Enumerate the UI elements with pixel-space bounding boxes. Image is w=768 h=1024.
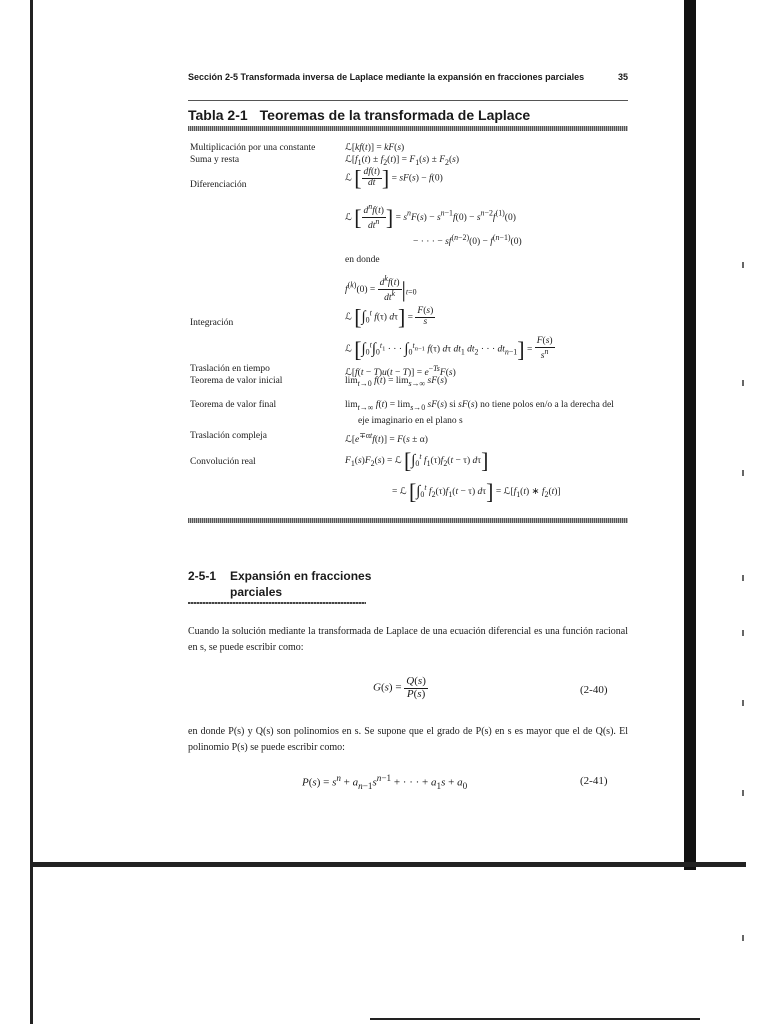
- scan-bottom-line: [370, 1018, 700, 1020]
- table-title: [188, 107, 530, 123]
- paragraph-2: en donde P(s) y Q(s) son polinomios en s. Se supone que el grado de P(s) en s es mayor que el de Q(s). El polinomio P(s) se puede escribir como:: [188, 726, 628, 753]
- formula-convolution-2: = ℒ [$\int_0^t$ $f_2(\tau)f_1(t - \tau) d\tau$] = $ℒ[f_1(t)$ ∗ $f_2(t)$]: [392, 479, 561, 505]
- row-label-multiplication: Multiplicación por una constante: [190, 143, 316, 153]
- scan-edge-left: [30, 0, 33, 1024]
- table-number: Tabla 2-1: [188, 107, 248, 123]
- en-donde-label: en donde: [345, 255, 380, 265]
- scan-page-bottom: [30, 862, 746, 867]
- section-rule: [188, 602, 366, 604]
- equation-2-40: G(s) = $\frac{Q(s)}{P(s)}$: [373, 675, 426, 700]
- scan-dot: [742, 575, 744, 581]
- row-label-final-value: Teorema de valor final: [190, 400, 277, 410]
- formula-derivative-n-cont: − · · · − $sf^{(n-2)}(0) - f^{(n-1)}(0)$: [413, 233, 522, 248]
- scan-dot: [742, 470, 744, 476]
- final-value-condition-1: no tiene polos en/o a la derecha del: [480, 400, 614, 410]
- row-label-convolution: Convolución real: [190, 457, 256, 467]
- equation-number-2-40: (2-40): [580, 684, 608, 696]
- formula-derivative-n: ℒ [ $\frac{d^nf(t)}{dt^n}$ ] = $s^nF(s) - s^{n-1}f(0) - s^{n-2}f^{(1)}(0)$: [345, 202, 516, 232]
- scan-dot: [742, 790, 744, 796]
- row-label-sum: Suma y resta: [190, 155, 240, 165]
- formula-time-shift: ℒ[f(t − $T)u(t - T)] = e^{-Ts}F(s)$: [345, 364, 456, 379]
- formula-derivative-1: ℒ [ $\frac{df(t)}{dt}$ ] = sF(s) − f(0): [345, 165, 443, 191]
- formula-convolution-1: $F_1(s)F_2(s)$ = ℒ [$\int_0^t$ $f_1(\tau)f_2(t - \tau)$ dτ]: [345, 448, 489, 474]
- section-heading: [188, 568, 371, 600]
- scan-dot: [742, 700, 744, 706]
- formula-multiplication: ℒ[kf(t)] = kF(s): [345, 143, 405, 153]
- scan-edge-right: [684, 0, 696, 870]
- table-top-rule: [188, 126, 628, 131]
- row-label-complex-shift: Traslación compleja: [190, 431, 267, 441]
- section-number: 2-5-1: [188, 569, 217, 583]
- head-rule: [188, 100, 628, 101]
- running-head-text: Sección 2-5 Transformada inversa de Laplace mediante la expansión en fracciones parciales: [188, 72, 585, 82]
- equation-number-2-41: (2-41): [580, 775, 608, 787]
- row-label-time-shift: Traslación en tiempo: [190, 364, 270, 374]
- equation-2-41: $P(s) = s^n + a_{n-1}s^{n-1}$ + · · · + $a_1s + a_0$: [302, 773, 468, 791]
- row-label-initial-value: Teorema de valor inicial: [190, 376, 283, 386]
- table-bottom-rule: [188, 518, 628, 523]
- row-label-integration: Integración: [190, 318, 234, 328]
- table-title-text: Teoremas de la transformada de Laplace: [259, 107, 531, 123]
- row-label-differentiation: Diferenciación: [190, 180, 247, 190]
- final-value-condition-2: eje imaginario en el plano s: [358, 416, 463, 426]
- formula-integral-n: ℒ [$\int_0^t\int_0^{t_1}$ · · · $\int_0^{t_{n-1}}$ f(τ) dτ $dt_1$ $dt_2$ · · · $dt_{n-1}$] = $\frac{F(s)}{s^n}$: [345, 336, 553, 362]
- section-title-line2: parciales: [230, 585, 283, 599]
- scan-dot: [742, 630, 744, 636]
- running-head: [188, 72, 628, 82]
- section-title-line1: Expansión en fracciones: [230, 569, 372, 583]
- scan-dot: [742, 262, 744, 268]
- formula-derivative-def: $f^{(k)}(0)$ = $\frac{d^kf(t)}{dt^k}$ $|_{t=0}$: [345, 274, 417, 304]
- formula-complex-shift: $ℒ[e^{\mp\alpha t}f(t)] = F(s \pm \alpha)$: [345, 431, 428, 446]
- scan-dot: [742, 935, 744, 941]
- formula-final-value: $\lim_{t\to\infty} f(t) = \lim_{s\to 0} sF(s)$ si sF(s) no tiene polos en/o a la derecha del: [345, 400, 614, 412]
- formula-sum: $ℒ[f_1(t) \pm f_2(t)] = F_1(s) \pm F_2(s)$: [345, 155, 459, 167]
- formula-initial-value: $\lim_{t\to 0} f(t) = \lim_{s\to\infty} sF(s)$: [345, 376, 448, 388]
- scan-dot: [742, 380, 744, 386]
- paragraph-1: Cuando la solución mediante la transformada de Laplace de una ecuación diferencial es una función racional en s, se puede escribir como:: [188, 626, 628, 653]
- formula-integral-1: ℒ [$\int_0^t$ f(τ) dτ] = $\frac{F(s)}{s}$: [345, 304, 434, 330]
- page-number: 35: [617, 72, 628, 82]
